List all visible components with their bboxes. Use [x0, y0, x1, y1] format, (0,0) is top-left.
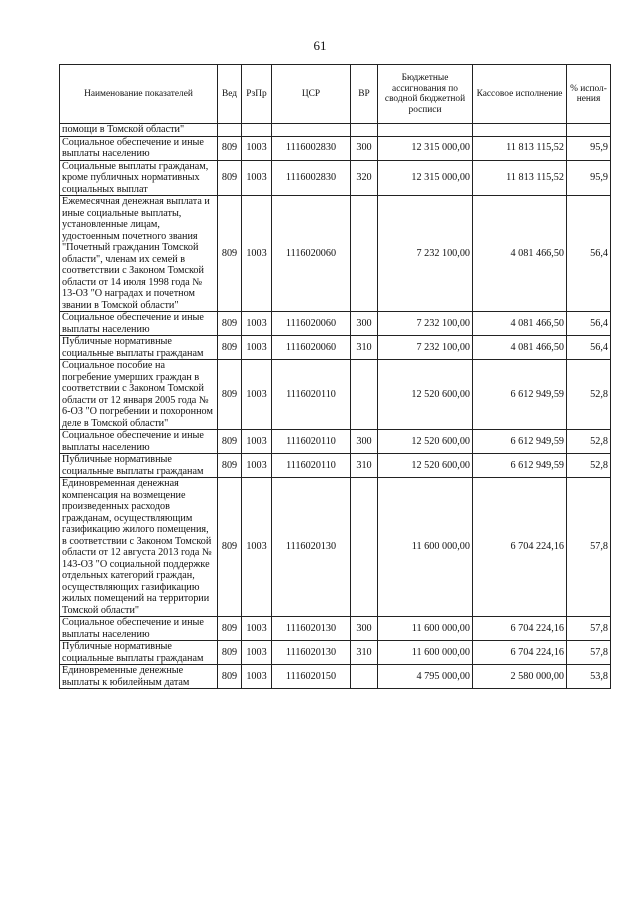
row-cash: 6 704 224,16 [473, 617, 567, 641]
row-csr: 1116020130 [272, 478, 351, 617]
row-cash: 6 704 224,16 [473, 641, 567, 665]
row-budget: 11 600 000,00 [378, 641, 473, 665]
row-percent: 57,8 [567, 641, 611, 665]
column-header-cash: Кассовое исполнение [473, 65, 567, 124]
row-rzpr: 1003 [242, 617, 272, 641]
row-budget: 12 315 000,00 [378, 136, 473, 160]
table-row [60, 665, 611, 689]
row-csr: 1116020060 [272, 336, 351, 360]
row-vr: 300 [351, 312, 378, 336]
row-csr [272, 124, 351, 137]
row-name: Публичные нормативные социальные выплаты гражданам [60, 641, 218, 665]
row-name: Публичные нормативные социальные выплаты гражданам [60, 454, 218, 478]
row-budget: 7 232 100,00 [378, 336, 473, 360]
budget-execution-table [59, 64, 611, 689]
row-percent: 52,8 [567, 360, 611, 430]
row-csr: 1116020060 [272, 196, 351, 312]
row-cash: 4 081 466,50 [473, 312, 567, 336]
row-budget: 12 520 600,00 [378, 454, 473, 478]
row-rzpr: 1003 [242, 336, 272, 360]
row-percent: 52,8 [567, 454, 611, 478]
row-percent: 57,8 [567, 617, 611, 641]
column-header-rzpr: РзПр [242, 65, 272, 124]
row-percent: 56,4 [567, 336, 611, 360]
table-row [60, 617, 611, 641]
column-header-csr: ЦСР [272, 65, 351, 124]
row-rzpr: 1003 [242, 312, 272, 336]
row-rzpr: 1003 [242, 665, 272, 689]
row-cash: 6 612 949,59 [473, 454, 567, 478]
row-ved: 809 [218, 136, 242, 160]
table-row [60, 360, 611, 430]
column-header-name: Наименование показателей [60, 65, 218, 124]
row-budget: 12 315 000,00 [378, 160, 473, 196]
column-header-vr: ВР [351, 65, 378, 124]
row-ved: 809 [218, 478, 242, 617]
row-cash: 6 704 224,16 [473, 478, 567, 617]
row-vr: 310 [351, 336, 378, 360]
row-name: Социальное обеспечение и иные выплаты населению [60, 136, 218, 160]
row-name: Ежемесячная денежная выплата и иные социальные выплаты, установленные лицам, удостоенным почетного звания "Почетный гражданин Томской области", членам их семей в соответствии с Законом Томской области от 14 июля 1998 года № 13-ОЗ "О наградах и почетном звании в Томской области" [60, 196, 218, 312]
row-rzpr: 1003 [242, 136, 272, 160]
row-ved: 809 [218, 160, 242, 196]
table-row [60, 124, 611, 137]
row-budget: 12 520 600,00 [378, 430, 473, 454]
row-csr: 1116002830 [272, 136, 351, 160]
row-csr: 1116002830 [272, 160, 351, 196]
row-rzpr: 1003 [242, 478, 272, 617]
row-vr [351, 196, 378, 312]
column-header-percent: % испол-нения [567, 65, 611, 124]
row-ved: 809 [218, 360, 242, 430]
column-header-budget: Бюджетные ассигнования по сводной бюджетной росписи [378, 65, 473, 124]
row-budget: 11 600 000,00 [378, 617, 473, 641]
row-csr: 1116020110 [272, 454, 351, 478]
row-cash: 4 081 466,50 [473, 336, 567, 360]
row-percent: 95,9 [567, 160, 611, 196]
row-csr: 1116020060 [272, 312, 351, 336]
row-vr: 310 [351, 454, 378, 478]
row-percent: 52,8 [567, 430, 611, 454]
row-name: Социальное обеспечение и иные выплаты населению [60, 312, 218, 336]
row-cash: 6 612 949,59 [473, 430, 567, 454]
row-cash: 6 612 949,59 [473, 360, 567, 430]
row-ved: 809 [218, 641, 242, 665]
row-vr: 320 [351, 160, 378, 196]
table-header-row [60, 65, 611, 124]
row-ved: 809 [218, 617, 242, 641]
row-name: Социальное обеспечение и иные выплаты населению [60, 430, 218, 454]
row-rzpr: 1003 [242, 454, 272, 478]
row-ved: 809 [218, 430, 242, 454]
row-percent [567, 124, 611, 137]
row-name: Единовременная денежная компенсация на возмещение произведенных расходов гражданам, осуществляющим газификацию жилого помещения, в соответствии с Законом Томской области от 12 августа 2013 года № 143-ОЗ "О социальной поддержке отдельных категорий граждан, осуществляющих газификацию жилых помещений на территории Томской области" [60, 478, 218, 617]
row-rzpr: 1003 [242, 360, 272, 430]
row-budget: 7 232 100,00 [378, 312, 473, 336]
row-rzpr [242, 124, 272, 137]
row-name: Социальные выплаты гражданам, кроме публичных нормативных социальных выплат [60, 160, 218, 196]
row-vr [351, 478, 378, 617]
row-percent: 56,4 [567, 196, 611, 312]
row-vr: 300 [351, 136, 378, 160]
row-cash: 4 081 466,50 [473, 196, 567, 312]
row-csr: 1116020110 [272, 360, 351, 430]
row-budget: 11 600 000,00 [378, 478, 473, 617]
row-percent: 57,8 [567, 478, 611, 617]
row-vr [351, 665, 378, 689]
row-rzpr: 1003 [242, 430, 272, 454]
row-vr [351, 124, 378, 137]
row-rzpr: 1003 [242, 196, 272, 312]
row-cash: 2 580 000,00 [473, 665, 567, 689]
table-row [60, 196, 611, 312]
row-ved: 809 [218, 665, 242, 689]
row-ved: 809 [218, 196, 242, 312]
row-vr: 300 [351, 430, 378, 454]
table-row [60, 312, 611, 336]
row-percent: 56,4 [567, 312, 611, 336]
row-ved: 809 [218, 336, 242, 360]
row-csr: 1116020110 [272, 430, 351, 454]
row-percent: 95,9 [567, 136, 611, 160]
row-cash [473, 124, 567, 137]
table-row [60, 478, 611, 617]
row-budget: 4 795 000,00 [378, 665, 473, 689]
row-rzpr: 1003 [242, 160, 272, 196]
row-budget: 7 232 100,00 [378, 196, 473, 312]
row-vr: 300 [351, 617, 378, 641]
row-vr [351, 360, 378, 430]
table-row [60, 336, 611, 360]
row-name: Социальное пособие на погребение умерших граждан в соответствии с Законом Томской области от 12 января 2005 года № 6-ОЗ "О погребении и похоронном деле в Томской области" [60, 360, 218, 430]
row-csr: 1116020130 [272, 617, 351, 641]
row-name: Единовременные денежные выплаты к юбилейным датам [60, 665, 218, 689]
row-vr: 310 [351, 641, 378, 665]
row-ved [218, 124, 242, 137]
row-cash: 11 813 115,52 [473, 160, 567, 196]
row-name: помощи в Томской области" [60, 124, 218, 137]
table-row [60, 430, 611, 454]
table-row [60, 136, 611, 160]
row-csr: 1116020150 [272, 665, 351, 689]
row-rzpr: 1003 [242, 641, 272, 665]
row-budget [378, 124, 473, 137]
page-number: 61 [313, 38, 327, 53]
table-row [60, 641, 611, 665]
row-percent: 53,8 [567, 665, 611, 689]
row-budget: 12 520 600,00 [378, 360, 473, 430]
row-ved: 809 [218, 312, 242, 336]
row-csr: 1116020130 [272, 641, 351, 665]
table-row [60, 454, 611, 478]
row-cash: 11 813 115,52 [473, 136, 567, 160]
table-row [60, 160, 611, 196]
row-ved: 809 [218, 454, 242, 478]
column-header-ved: Вед [218, 65, 242, 124]
row-name: Социальное обеспечение и иные выплаты населению [60, 617, 218, 641]
row-name: Публичные нормативные социальные выплаты гражданам [60, 336, 218, 360]
